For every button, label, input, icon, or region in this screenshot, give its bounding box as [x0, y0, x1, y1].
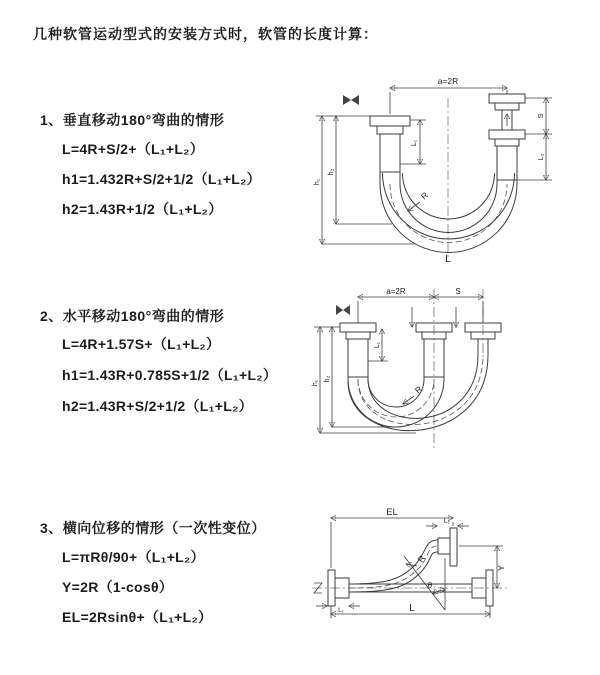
dimension-el: [331, 507, 453, 568]
dimension-h2: [328, 116, 392, 224]
angle-label: θ: [427, 581, 433, 590]
section-2-heading: 2、水平移动180°弯曲的情形: [40, 308, 225, 324]
dim-label-l2: L₂: [443, 518, 451, 525]
radius-label: R: [412, 383, 424, 396]
dim-label-l2: L₂: [538, 153, 545, 161]
section-2-formula-h2: h2=1.43R+S/2+1/2（L₁+L₂）: [62, 398, 253, 414]
valve-bowtie-icon: [336, 305, 350, 315]
braided-hose-end: [348, 339, 368, 377]
diagram-horizontal-180-bend: [306, 283, 590, 460]
radius-callout: [406, 553, 427, 566]
hose-u-curves: [380, 172, 517, 253]
dim-label-el: EL: [386, 507, 398, 518]
dim-label-h2: h₂: [324, 375, 331, 383]
dimension-h1: [314, 116, 414, 244]
section-3-heading: 3、横向位移的情形（一次性变位）: [40, 520, 266, 536]
radius-label: R: [418, 189, 430, 202]
dim-label-s: S: [455, 287, 461, 296]
dim-label-a2r: a=2R: [386, 287, 406, 296]
section-1-formula-l: L=4R+S/2+（L₁+L₂）: [62, 141, 205, 157]
dimension-l1: [368, 329, 388, 361]
dim-label-a2r: a=2R: [437, 76, 459, 86]
dim-label-l: L: [409, 603, 415, 614]
section-1-formula-h2: h2=1.43R+1/2（L₁+L₂）: [62, 201, 223, 217]
dim-label-y: Y: [496, 565, 506, 571]
dim-label-h1: h₁: [314, 178, 321, 186]
section-2-formula-l: L=4R+1.57S+（L₁+L₂）: [62, 336, 221, 352]
dimension-l2: [426, 518, 469, 526]
dim-label-h1: h₁: [312, 379, 319, 387]
page-title: 几种软管运动型式的安装方式时，软管的长度计算：: [33, 26, 378, 42]
dim-label-l1: L₁: [374, 341, 381, 349]
dim-label-s: S: [536, 113, 545, 119]
diagram-vertical-180-bend: [300, 72, 590, 264]
section-2-formula-h1: h1=1.43R+0.785S+1/2（L₁+L₂）: [62, 367, 278, 383]
section-3-formula-el: EL=2Rsinθ+（L₁+L₂）: [62, 609, 213, 625]
dimension-s: [525, 98, 552, 134]
upper-flange: [438, 528, 457, 566]
right-fitting: [489, 94, 525, 180]
dimension-l: [331, 603, 490, 618]
section-3-formula-y: Y=2R（1-cosθ）: [62, 579, 174, 595]
diagram-lateral-displacement: [300, 506, 598, 646]
braided-hose-end: [380, 134, 400, 172]
dimension-s: [434, 287, 483, 297]
radius-label: R: [415, 553, 428, 565]
dimension-l1: [400, 120, 426, 164]
section-3-formula-l: L=πRθ/90+（L₁+L₂）: [62, 549, 205, 565]
dim-label-l1: L₁: [411, 139, 418, 147]
dimension-l1: [316, 606, 360, 614]
section-1-formula-h1: h1=1.432R+S/2+1/2（L₁+L₂）: [62, 171, 261, 187]
section-1-heading: 1、垂直移动180°弯曲的情形: [40, 112, 225, 128]
dim-label-l: L: [445, 253, 451, 265]
dimension-l2: [517, 134, 552, 180]
valve-bowtie-icon: [343, 95, 359, 105]
left-fitting: [340, 323, 376, 377]
dimension-a2r: [358, 287, 434, 297]
dimension-y: [459, 546, 506, 588]
angle-construction: [404, 556, 445, 610]
dim-label-l1: L₁: [338, 607, 344, 614]
dim-label-h2: h₂: [328, 168, 335, 176]
